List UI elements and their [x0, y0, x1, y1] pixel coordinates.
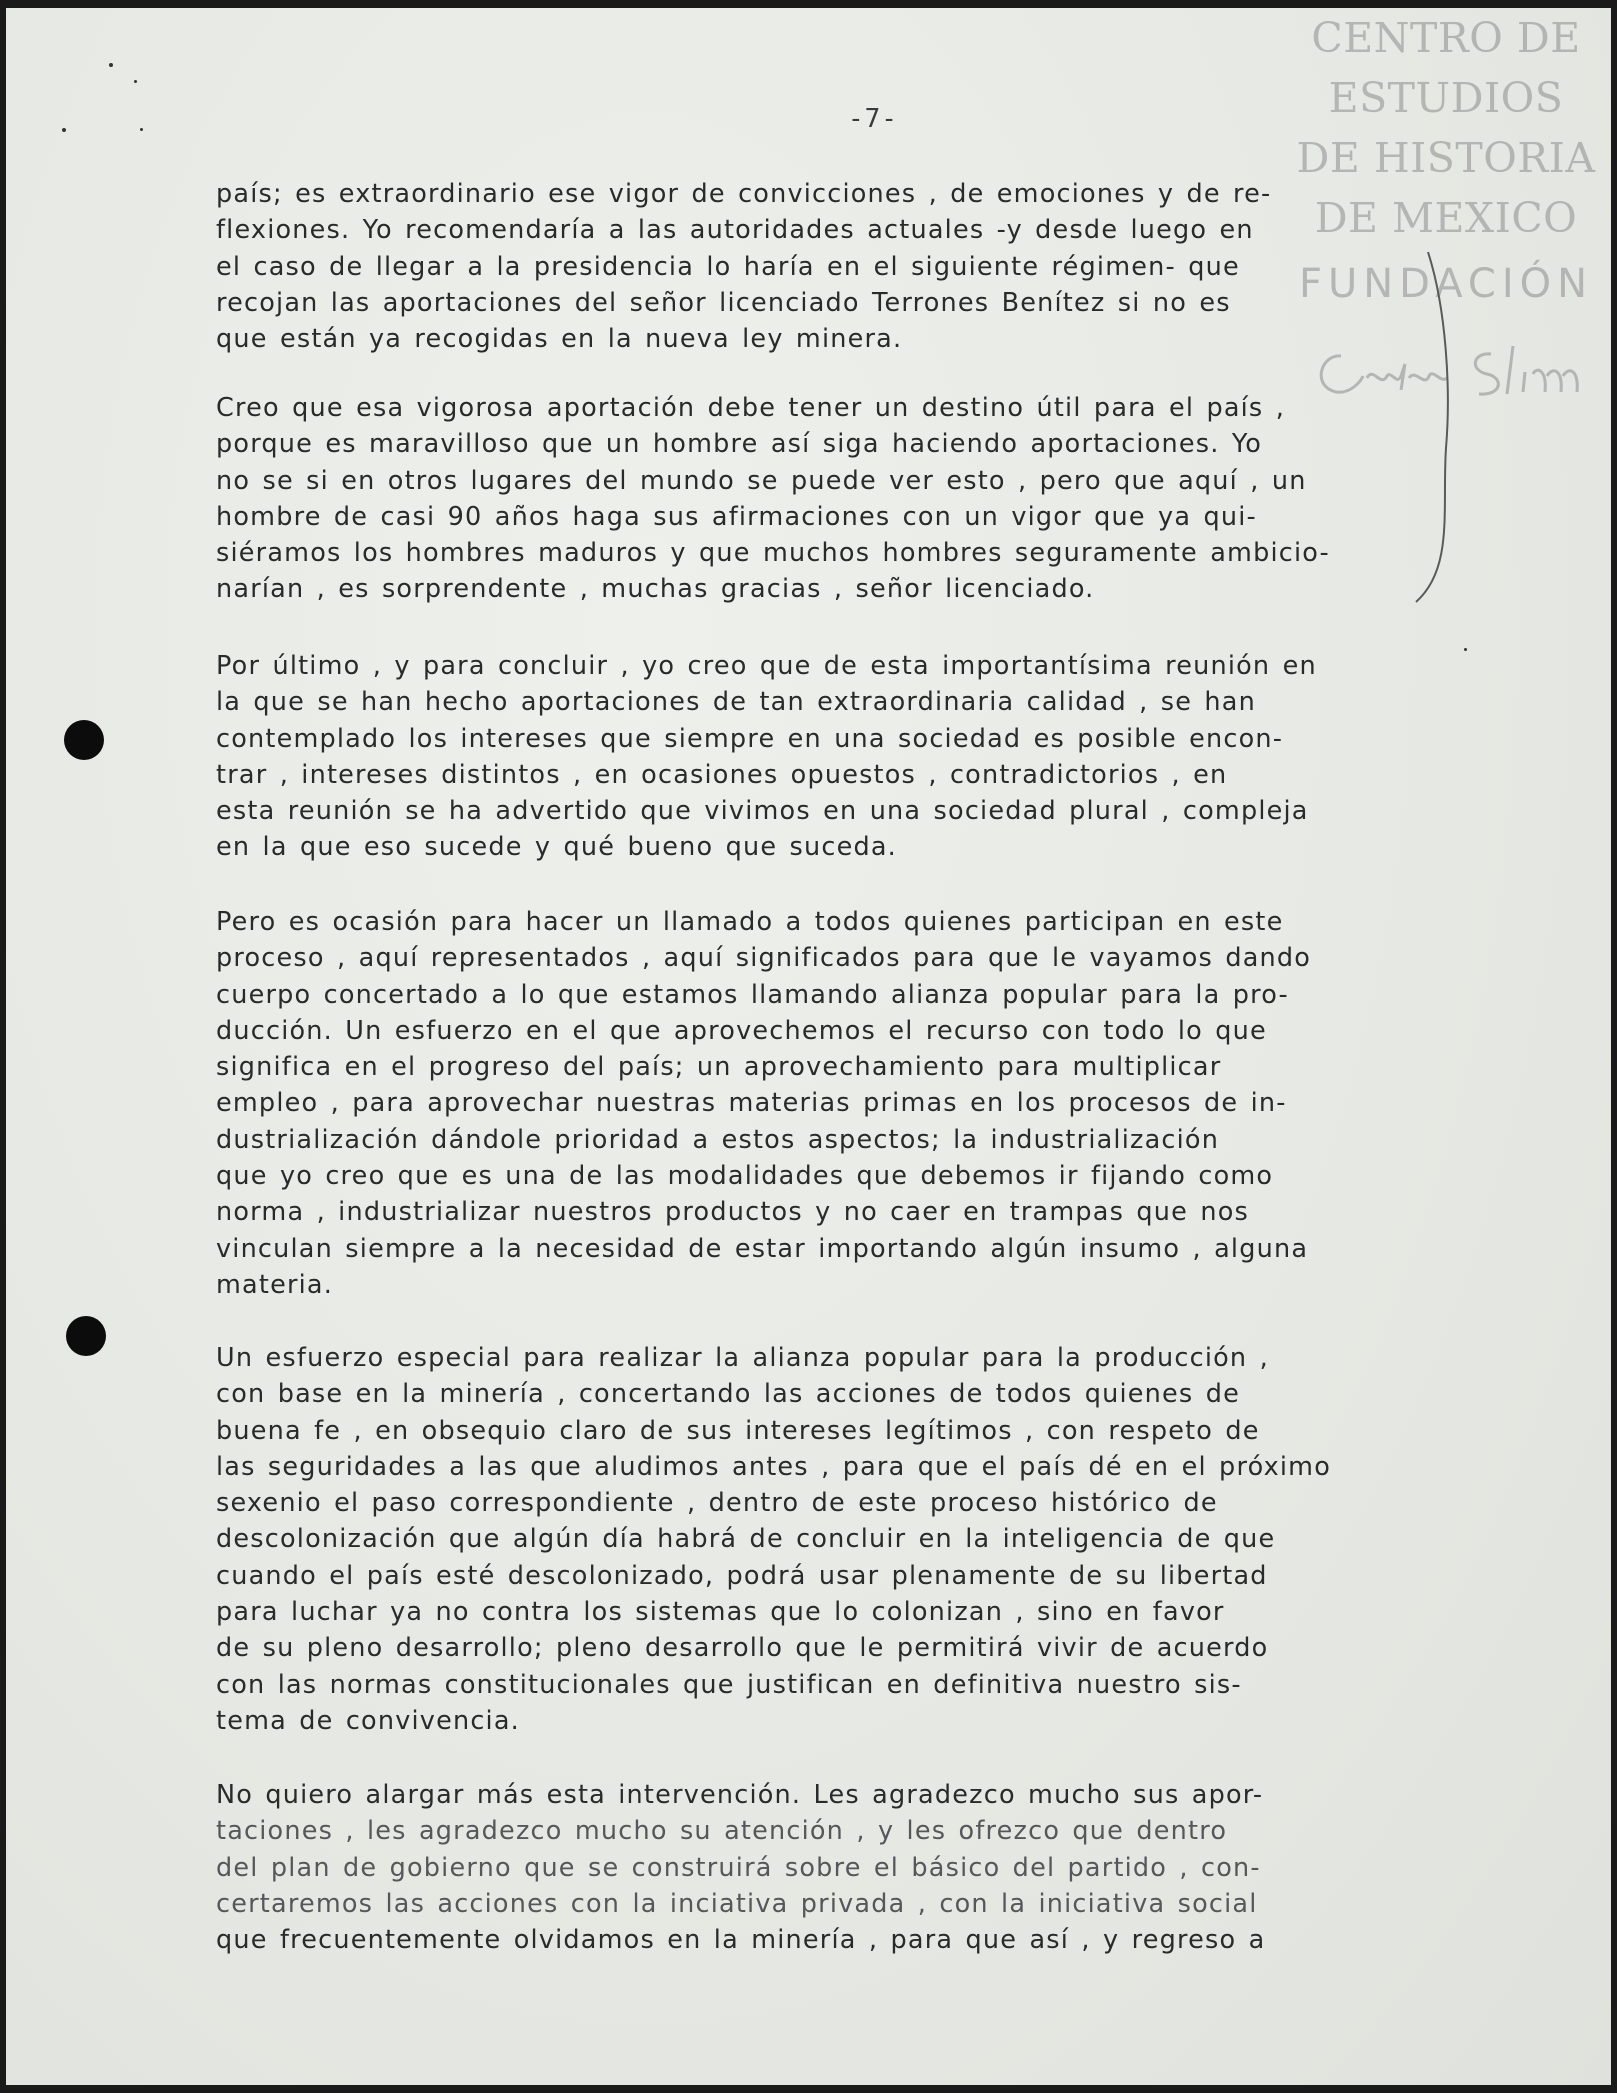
paper-speck [109, 63, 113, 67]
text-line: hombre de casi 90 años haga sus afirmaciones con un vigor que ya qui- [216, 501, 1257, 532]
text-line: significa en el progreso del país; un aprovechamiento para multiplicar [216, 1052, 1222, 1083]
paper-speck [1464, 648, 1467, 651]
text-line: del plan de gobierno que se construirá sobre el básico del partido , con- [216, 1852, 1261, 1883]
punch-hole-top [64, 720, 104, 760]
text-line: esta reunión se ha advertido que vivimos en una sociedad plural , compleja [216, 796, 1309, 827]
text-line: empleo , para aprovechar nuestras materias primas en los procesos de in- [216, 1088, 1287, 1119]
paragraph [216, 1340, 1446, 1739]
paper-speck [134, 80, 137, 83]
text-line: porque es maravilloso que un hombre así siga haciendo aportaciones. Yo [216, 429, 1263, 460]
text-line: buena fe , en obsequio claro de sus intereses legítimos , con respeto de [216, 1415, 1260, 1446]
text-line: país; es extraordinario ese vigor de convicciones , de emociones y de re- [216, 179, 1272, 209]
text-line: Por último , y para concluir , yo creo que de esta importantísima reunión en [216, 651, 1317, 681]
text-line: la que se han hecho aportaciones de tan extraordinaria calidad , se han [216, 687, 1256, 718]
text-line: certaremos las acciones con la inciativa privada , con la iniciativa social [216, 1888, 1258, 1919]
text-line: las seguridades a las que aludimos antes , para que el país dé en el próximo [216, 1451, 1331, 1482]
text-line: sexenio el paso correspondiente , dentro de este proceso histórico de [216, 1488, 1218, 1519]
watermark-line: ESTUDIOS [1328, 74, 1564, 122]
text-line: cuerpo concertado a lo que estamos llamando alianza popular para la pro- [216, 979, 1289, 1010]
document-page [6, 8, 1611, 2085]
watermark-line: DE HISTORIA [1296, 134, 1596, 182]
text-line: Un esfuerzo especial para realizar la alianza popular para la producción , [216, 1343, 1269, 1373]
text-line: contemplado los intereses que siempre en una sociedad es posible encon- [216, 723, 1284, 754]
text-line: taciones , les agradezco mucho su atención , y les ofrezco que dentro [216, 1816, 1228, 1847]
text-line: materia. [216, 1269, 334, 1300]
text-line: que están ya recogidas en la nueva ley minera. [216, 324, 903, 355]
paragraph [216, 648, 1446, 866]
text-line: flexiones. Yo recomendaría a las autoridades actuales -y desde luego en [216, 215, 1254, 246]
text-line: para luchar ya no contra los sistemas que lo colonizan , sino en favor [216, 1597, 1225, 1628]
text-line: Pero es ocasión para hacer un llamado a todos quienes participan en este [216, 907, 1284, 937]
text-line: tema de convivencia. [216, 1705, 520, 1736]
watermark-line: DE MEXICO [1314, 194, 1578, 242]
page-number: -7- [848, 104, 898, 134]
watermark-foundation: FUNDACIÓN [1298, 261, 1594, 307]
text-line: no se si en otros lugares del mundo se puede ver esto , pero que aquí , un [216, 465, 1307, 496]
text-line: recojan las aportaciones del señor licenciado Terrones Benítez si no es [216, 287, 1231, 318]
punch-hole-bottom [66, 1316, 106, 1356]
paper-speck [62, 128, 66, 132]
paragraph [216, 904, 1446, 1303]
text-line: narían , es sorprendente , muchas gracias , señor licenciado. [216, 574, 1095, 605]
text-line: dustrialización dándole prioridad a estos aspectos; la industrialización [216, 1124, 1220, 1155]
text-line: descolonización que algún día habrá de concluir en la inteligencia de que [216, 1524, 1276, 1555]
text-line: Creo que esa vigorosa aportación debe tener un destino útil para el país , [216, 393, 1286, 423]
text-line: en la que eso sucede y qué bueno que suceda. [216, 832, 897, 863]
paper-speck [140, 128, 143, 131]
text-line: ducción. Un esfuerzo en el que aprovechemos el recurso con todo lo que [216, 1015, 1267, 1046]
text-line: cuando el país esté descolonizado, podrá usar plenamente de su libertad [216, 1560, 1268, 1591]
watermark-line: CENTRO DE [1311, 14, 1581, 62]
text-line: el caso de llegar a la presidencia lo haría en el siguiente régimen- que [216, 251, 1240, 282]
text-line: siéramos los hombres maduros y que muchos hombres seguramente ambicio- [216, 538, 1330, 569]
text-line: norma , industrializar nuestros productos y no caer en trampas que nos [216, 1197, 1249, 1228]
text-line: trar , intereses distintos , en ocasiones opuestos , contradictorios , en [216, 759, 1228, 790]
paragraph [216, 176, 1446, 357]
text-line: que yo creo que es una de las modalidades que debemos ir fijando como [216, 1161, 1274, 1192]
text-line: con las normas constitucionales que justifican en definitiva nuestro sis- [216, 1669, 1242, 1700]
text-line: proceso , aquí representados , aquí significados para que le vayamos dando [216, 943, 1312, 974]
text-line: de su pleno desarrollo; pleno desarrollo que le permitirá vivir de acuerdo [216, 1633, 1269, 1664]
paragraph [216, 390, 1446, 608]
text-line: vinculan siempre a la necesidad de estar importando algún insumo , alguna [216, 1233, 1309, 1264]
text-line: con base en la minería , concertando las acciones de todos quienes de [216, 1379, 1240, 1410]
text-line: No quiero alargar más esta intervención. Les agradezco mucho sus apor- [216, 1780, 1264, 1810]
paragraph [216, 1777, 1446, 1958]
text-line: que frecuentemente olvidamos en la minería , para que así , y regreso a [216, 1925, 1266, 1956]
